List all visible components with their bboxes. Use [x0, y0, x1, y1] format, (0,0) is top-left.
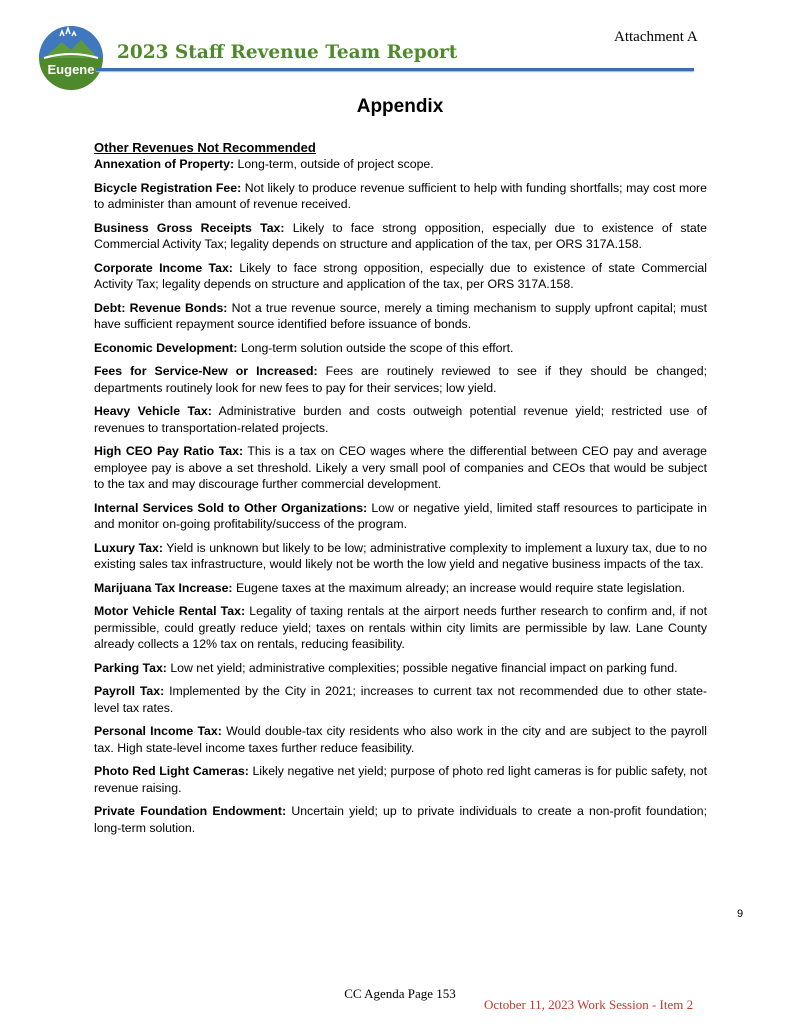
revenue-entry-text: Likely to face strong opposition, especially due to existence of state Commercial Activity Tax; legality depends on structure and application of the tax, per ORS 317A.158.	[94, 260, 708, 291]
revenue-entry	[94, 220, 707, 253]
revenue-entry-name: Debt: Revenue Bonds:	[94, 300, 228, 315]
revenue-entry-name: Bicycle Registration Fee:	[94, 180, 242, 195]
revenue-entry-name: Business Gross Receipts Tax:	[94, 220, 285, 235]
logo-wordmark: Eugene	[47, 62, 95, 77]
revenue-entry	[94, 156, 707, 173]
header-divider	[96, 68, 694, 71]
revenue-entry-name: Corporate Income Tax:	[94, 260, 233, 275]
revenue-entry-name: Heavy Vehicle Tax:	[94, 404, 212, 418]
revenue-entry	[94, 363, 707, 396]
revenue-entry-text: Would double-tax city residents who also work in the city and are subject to the payroll tax. High state-level income taxes further reduce feasibility.	[94, 724, 707, 755]
eugene-logo	[38, 22, 104, 92]
revenue-entry-text: Administrative burden and costs outweigh potential revenue yield; restricted use of revenues to transportation-related projects.	[94, 404, 707, 435]
revenue-entry-text: Long-term, outside of project scope.	[237, 157, 434, 171]
revenue-entry	[94, 260, 707, 293]
revenue-entry	[94, 683, 707, 716]
revenue-entry-name: Parking Tax:	[94, 660, 167, 675]
revenue-entry-name: Private Foundation Endowment:	[94, 804, 287, 818]
revenue-entry	[94, 603, 707, 653]
revenue-entry	[94, 443, 707, 493]
agenda-page-label: CC Agenda Page 153	[344, 986, 456, 1001]
revenue-entry	[94, 763, 707, 796]
revenue-entry	[94, 660, 707, 677]
page-number: 9	[737, 908, 744, 920]
revenue-entry-name: Internal Services Sold to Other Organizations:	[94, 500, 368, 515]
revenue-entry	[94, 540, 707, 573]
report-title: 2023 Staff Revenue Team Report	[117, 42, 458, 63]
revenue-entry	[94, 580, 707, 597]
revenue-entry-name: Fees for Service-New or Increased:	[94, 364, 318, 378]
revenue-entry-name: Luxury Tax:	[94, 540, 163, 555]
revenue-entry	[94, 180, 707, 213]
revenue-entry-name: Photo Red Light Cameras:	[94, 764, 249, 778]
revenue-entry-text: Implemented by the City in 2021; increases to current tax not recommended due to other state-level tax rates.	[94, 684, 707, 715]
document-body	[94, 139, 707, 843]
page-title: Appendix	[356, 96, 444, 117]
revenue-entry-text: Likely to face strong opposition, especially due to existence of state Commercial Activity Tax; legality depends on structure and application of the tax, per ORS 317A.158.	[94, 220, 707, 251]
revenue-entry-name: Marijuana Tax Increase:	[94, 580, 233, 595]
revenue-entry	[94, 300, 707, 333]
revenue-entry-text: Long-term solution outside the scope of this effort.	[240, 340, 514, 355]
revenue-entry	[94, 803, 707, 836]
attachment-label: Attachment A	[614, 29, 698, 45]
work-session-label: October 11, 2023 Work Session - Item 2	[484, 997, 694, 1012]
revenue-entry-text: Fees are routinely reviewed to see if they should be changed; departments routinely look for new fees to pay for their services; low yield.	[94, 364, 707, 395]
revenue-entry	[94, 500, 707, 533]
revenue-entry	[94, 340, 707, 357]
revenue-entry-name: Payroll Tax:	[94, 684, 165, 698]
revenue-entry-text: Uncertain yield; up to private individuals to create a non-profit foundation; long-term solution.	[94, 804, 707, 835]
revenue-entry-text: This is a tax on CEO wages where the differential between CEO pay and average employee pay is above a set threshold. Likely a very small pool of companies and CEOs that would be subject to the tax and may discourage further commercial development.	[94, 444, 707, 491]
revenue-entry-text: Not likely to produce revenue sufficient to help with funding shortfalls; may cost more to administer than amount of revenue received.	[94, 180, 707, 211]
revenue-entry-text: Low or negative yield, limited staff resources to participate in and monitor on-going profitability/success of the program.	[94, 500, 707, 531]
section-heading: Other Revenues Not Recommended	[94, 140, 316, 155]
revenue-entry-name: High CEO Pay Ratio Tax:	[94, 444, 244, 458]
revenue-entry	[94, 403, 707, 436]
revenue-entry-name: Annexation of Property:	[94, 157, 235, 171]
revenue-entry-name: Motor Vehicle Rental Tax:	[94, 604, 246, 618]
revenue-entry-text: Eugene taxes at the maximum already; an increase would require state legislation.	[235, 580, 686, 595]
revenue-entry-text: Legality of taxing rentals at the airport needs further research to confirm and, if not permissible, could greatly reduce yield; taxes on rentals within city limits are permissible by law. Lane County already collects a 12% tax on rentals, reducing feasibility.	[94, 604, 708, 651]
revenue-list	[94, 156, 707, 836]
revenue-entry-name: Economic Development:	[94, 340, 238, 355]
revenue-entry-text: Likely negative net yield; purpose of photo red light cameras is for public safety, not revenue raising.	[94, 764, 707, 795]
revenue-entry	[94, 723, 707, 756]
revenue-entry-text: Not a true revenue source, merely a timing mechanism to supply upfront capital; must have sufficient repayment source identified before issuance of bonds.	[94, 300, 707, 331]
revenue-entry-text: Yield is unknown but likely to be low; administrative complexity to implement a luxury tax, due to no existing sales tax infrastructure, would likely not be worth the low yield and negative business impacts of the tax.	[94, 540, 707, 571]
revenue-entry-name: Personal Income Tax:	[94, 724, 222, 738]
revenue-entry-text: Low net yield; administrative complexities; possible negative financial impact on parking fund.	[170, 660, 678, 675]
